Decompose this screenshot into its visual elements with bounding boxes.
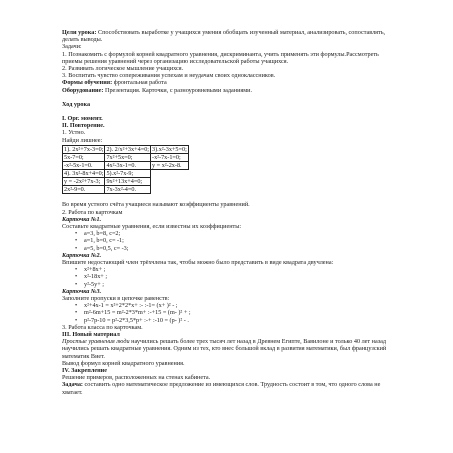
- list-item: • x²+8x+ ;: [84, 266, 392, 273]
- list-item: • x²-18x+ ;: [84, 273, 392, 280]
- table-cell: 5).x²-7x-9;: [105, 170, 151, 178]
- header-line: 2. Развивать логическое мышление учащихся.: [62, 65, 184, 73]
- table-cell: 4x²-3x-1=0.: [105, 162, 151, 170]
- table-cell: 4). 3x²-8x+4=0;: [64, 170, 104, 178]
- lesson-title: Ход урока: [62, 100, 91, 108]
- section-org-moment: I. Орг. момент.: [62, 115, 103, 123]
- table-cell: y = x²-2x-8.: [151, 162, 189, 170]
- section-consolidation: IV. Закрепление: [62, 367, 107, 375]
- oral-note: Во время устного счёта учащиеся называют коэффициенты уравнений.: [62, 201, 250, 209]
- header-line: 3. Воспитать чувство сопереживания успехам и неудачам своих одноклассников.: [62, 72, 276, 80]
- card3-list: [62, 302, 392, 324]
- table-row: [63, 162, 189, 170]
- table-row: [63, 170, 189, 178]
- header-line: Оборудование: Презентация. Карточки, с разноуровневыми заданиями.: [62, 86, 253, 94]
- header-line: 1. Познакомить с формулой корней квадратного уравнения, дискриминанта, учить применять эти формулы.Рассмотреть приемы решения уравнений через организацию исследовательской работы учащихся.: [62, 50, 379, 65]
- find-prompt: Найди лишнее:: [62, 136, 103, 144]
- table-empty-cell: [151, 170, 189, 194]
- cards-intro: 2. Работа по карточкам: [62, 208, 123, 216]
- header-line: Задачи:: [62, 43, 82, 51]
- table-cell: 7x²+5x=0;: [105, 153, 151, 161]
- task-paragraph: Задача: составить одно математическое предложение из имеющихся слов. Трудность состоит в том, что одного слова не хватает.: [62, 381, 381, 396]
- table-cell: -x²-7x-1=0;: [151, 153, 189, 161]
- consolidation-text: Решение примеров, расположенных на стенах кабинета.: [62, 374, 211, 382]
- list-item: • a=1, b=0, c= -1;: [84, 237, 392, 244]
- card2-list: [62, 266, 392, 288]
- table-cell: 5x-7=0;: [63, 153, 105, 161]
- table-row: [63, 145, 189, 153]
- table-cell: -x²-5x-1=0.: [63, 162, 105, 170]
- table-cell: y = -2x²+7x-3;: [63, 178, 105, 186]
- header-line: Формы обучения: фронтальная работа: [62, 79, 167, 87]
- list-item: • y²-5y+ ;: [84, 281, 392, 288]
- list-item: • p²-7p-10 = p²-2*3,5*p+ :-+ :-10 = (p- )² - .: [84, 317, 392, 324]
- lesson-plan-text: [62, 29, 392, 396]
- card1-list: [62, 230, 392, 252]
- cards-end: 3. Работа класса по карточкам.: [62, 323, 143, 331]
- equations-table: [62, 145, 189, 195]
- list-item: • m²-6m+15 = m²-2*3*m+ :-+15 = (m- )² + ;: [84, 309, 392, 316]
- table-cell: 7x-3x²-4=0.: [105, 186, 151, 194]
- table-cell: 2x²-9=0.: [63, 186, 105, 194]
- section-review: II. Повторение.: [62, 122, 105, 130]
- history-paragraph: Простые уравнения люди научились решать более трех тысяч лет назад в Древнем Египте, Вавилоне и только 40 лет назад научились решать квадратные уравнения. Одним из тех, кто внес большой вклад в развития математики, был французский математик Виет.: [62, 338, 387, 360]
- card3-task: Заполните пропуски в цепочке равенств:: [62, 295, 170, 303]
- table-cell: 9x²+13x+4=0;: [105, 178, 151, 186]
- header-line: Цели урока: Способствовать выработке у учащихся умения обобщать изученный материал, анализировать, сопоставлять, делать выводы.: [62, 29, 386, 44]
- card1-title: Карточка №1.: [62, 215, 102, 223]
- section-new-material: III. Новый материал: [62, 331, 120, 339]
- card1-task: Составьте квадратные уравнения, если известны их коэффициенты:: [62, 223, 242, 231]
- table-cell: 1). 2x²+7x-3=0;: [64, 145, 104, 153]
- oral-step: 1. Устно.: [62, 129, 86, 137]
- list-item: • a=5, b=0,5, c= -3;: [84, 245, 392, 252]
- formula-line: Вывод формул корней квадратного уравнения.: [62, 359, 185, 367]
- table-cell: 2). 2/x²+3x+4=0;: [106, 145, 150, 153]
- card3-title: Карточка №3.: [62, 287, 102, 295]
- card2-task: Впишите недостающий член трёхчлена так, чтобы можно было представить в виде квадрата двучлена:: [62, 259, 334, 267]
- list-item: • x²+4x-1 = x²+2*2*x+ :- :-1= (x+ )² - ;: [84, 302, 392, 309]
- list-item: • a=3, b=8, c=2;: [84, 230, 392, 237]
- table-row: [63, 153, 189, 161]
- card2-title: Карточка №2.: [62, 251, 102, 259]
- table-cell: 3).x²-3x+5=0;: [152, 145, 187, 153]
